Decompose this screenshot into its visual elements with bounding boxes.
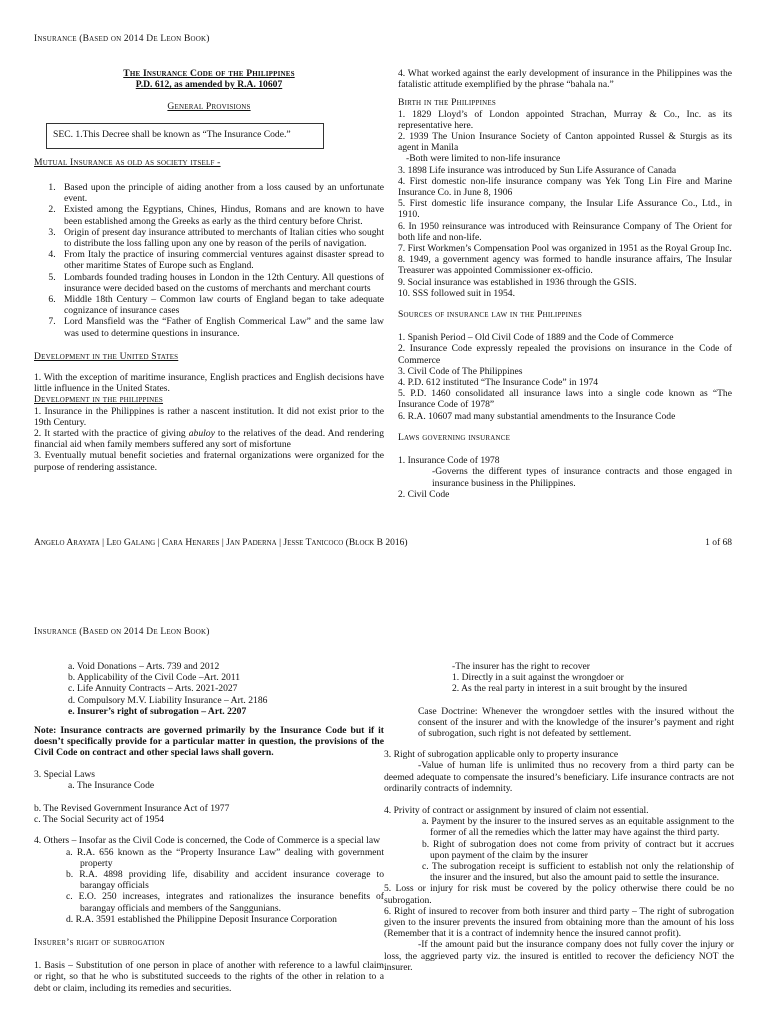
laws-item-1: 1. Insurance Code of 1978: [398, 455, 500, 467]
list-item: -The insurer has the right to recover: [452, 661, 590, 672]
section-heading-mutual-insurance: Mutual Insurance as old as society itself -: [34, 156, 221, 168]
laws-item-1-description: -Governs the different types of insurance contracts and those engaged in insurance business in the Philippines.: [432, 466, 732, 489]
development-ph-item-2: 2. It started with the practice of giving abuloy to the relatives of the dead. And rendering financial aid when family members suffered any sort of misfortune: [34, 428, 384, 451]
list-item: a. Void Donations – Arts. 739 and 2012: [68, 661, 220, 672]
list-item: 7. First Workmen’s Compensation Pool was organized in 1951 as the Royal Group Inc.: [398, 243, 732, 255]
list-item: 1. Spanish Period – Old Civil Code of 1889 and the Code of Commerce: [398, 332, 674, 344]
list-item: -Both were limited to non-life insurance: [406, 153, 561, 165]
section-heading-general-provisions: General Provisions: [167, 101, 251, 113]
note-paragraph: Note: Insurance contracts are governed primarily by the Insurance Code but if it doesn’t specifically provide for a particular matter in question, the provisions of the Civil Code on contract and other special laws shall govern.: [34, 725, 384, 759]
special-laws-item: 3. Special Laws: [34, 768, 96, 780]
list-item: 6. In 1950 reinsurance was introduced with Reinsurance Company of The Orient for both life and non-life.: [398, 220, 732, 243]
footer-authors: Angelo Arayata | Leo Galang | Cara Henares | Jan Paderna | Jesse Tanicoco (Block B 2016): [34, 538, 408, 548]
item-5: 5. Loss or injury for risk must be covered by the policy otherwise there could be no subrogation.: [384, 883, 734, 906]
list-item: c. Life Annuity Contracts – Arts. 2021-2027: [68, 683, 238, 695]
list-item: c. The Social Security act of 1954: [34, 814, 165, 826]
list-item: d. Compulsory M.V. Liability Insurance – Art. 2186: [68, 694, 268, 706]
list-item: b. Applicability of the Civil Code –Art. 2011: [68, 672, 241, 684]
section-heading-laws-governing: Laws governing insurance: [398, 431, 511, 443]
running-header: Insurance (Based on 2014 De Leon Book): [34, 627, 210, 637]
section-heading-birth-ph: Birth in the Philippines: [398, 97, 496, 109]
list-item: 4. From Italy the practice of insuring commercial ventures against disaster spread to other maritime States of Europe such as England.: [58, 249, 384, 271]
list-item: c. The subrogation receipt is sufficient to establish not only the relationship of the insurer and the insured, but also the amount paid to settle the insurance.: [422, 861, 734, 884]
list-item: 6. Middle 18th Century – Common law courts of England began to take adequate cognizance of insurance cases: [58, 294, 384, 316]
others-item: 4. Others – Insofar as the Civil Code is concerned, the Code of Commerce is a special law: [34, 835, 381, 847]
section-heading-sources: Sources of insurance law in the Philippines: [398, 309, 582, 321]
list-item: a. The Insurance Code: [68, 779, 155, 791]
section-heading-development-us: Development in the United States: [34, 350, 179, 362]
development-ph-item-3: 3. Eventually mutual benefit societies and fraternal organizations were organized for the purpose of rendering assistance.: [34, 450, 384, 473]
item-4-heading: 4. Privity of contract or assignment by insured of claim not essential.: [384, 805, 649, 817]
list-item: 1. Directly in a suit against the wrongdoer or: [452, 672, 624, 684]
list-item: 2. 1939 The Union Insurance Society of Canton appointed Russel & Sturgis as its agent in Manila: [398, 131, 732, 154]
right-column: [384, 661, 734, 973]
item-3-text: -Value of human life is unlimited thus no recovery from a third party can be deemed adequate to compensate the insured’s beneficiary. Life insurance contracts are not ordinarily contracts of indemnity.: [384, 760, 734, 794]
basis-paragraph: 1. Basis – Substitution of one person in place of another with reference to a lawful claim or right, so that he who is substituted succeeds to the rights of the other in relation to a debt or claim, including its remedies and securities.: [34, 960, 384, 994]
list-item: b. R.A. 4898 providing life, disability and accident insurance coverage to barangay officials: [66, 869, 384, 892]
sec1-box: [46, 123, 324, 149]
list-item: 7. Lord Mansfield was the “Father of English Commerical Law” and the same law was used to determine questions in insurance.: [58, 316, 384, 338]
document-page-2: [0, 575, 768, 1024]
list-item-subrogation: e. Insurer’s right of subrogation – Art. 2207: [68, 705, 247, 717]
laws-item-2: 2. Civil Code: [398, 488, 450, 500]
list-item: 6. R.A. 10607 mad many substantial amendments to the Insurance Code: [398, 410, 676, 422]
list-item: 3. Civil Code of The Philippines: [398, 365, 523, 377]
section-heading-subrogation: Insurer’s right of subrogation: [34, 937, 165, 949]
early-development-item-4: 4. What worked against the early development of insurance in the Philippines was the fatalistic attitude exemplified by the phrase “bahala na.”: [398, 68, 732, 91]
sec1-text: SEC. 1.This Decree shall be known as “The Insurance Code.”: [53, 128, 291, 140]
list-item: 4. P.D. 612 instituted “The Insurance Code” in 1974: [398, 377, 599, 389]
list-item: 2. Existed among the Egyptians, Chines, Hindus, Romans and are known to have been established among the Greeks as early as the third century before Christ.: [58, 204, 384, 226]
list-item: 8. 1949, a government agency was formed to handle insurance affairs, The Insular Treasurer was appointed Commissioner ex-officio.: [398, 254, 732, 277]
section-heading-development-ph: Development in the philippines: [34, 394, 164, 406]
list-item: 10. SSS followed suit in 1954.: [398, 287, 516, 299]
page-footer: [34, 538, 732, 548]
list-item: d. R.A. 3591 established the Philippine Deposit Insurance Corporation: [66, 913, 337, 925]
development-ph-item-1: 1. Insurance in the Philippines is rather a nascent institution. It did not exist prior to the 19th Century.: [34, 405, 384, 428]
item-3-heading: 3. Right of subrogation applicable only to property insurance: [384, 749, 619, 761]
document-title: The Insurance Code of the Philippines: [123, 68, 295, 79]
list-item: 1. 1829 Lloyd’s of London appointed Strachan, Murray & Co., Inc. as its representative here.: [398, 108, 732, 131]
list-item: b. The Revised Government Insurance Act of 1977: [34, 803, 230, 815]
list-item: 2. Insurance Code expressly repealed the provisions on insurance in the Code of Commerce: [398, 343, 732, 366]
list-item: 2. As the real party in interest in a suit brought by the insured: [452, 683, 687, 695]
list-item: a. Payment by the insurer to the insured serves as an equitable assignment to the former of all the remedies which the latter may have against the third party.: [422, 816, 734, 839]
item-6: 6. Right of insured to recover from both insurer and third party – The right of subrogation given to the insurer prevents the insured from obtaining more than the amount of his loss (Remember that it is a contract of indemnity hence the insured cannot profit).: [384, 905, 734, 940]
left-column: [34, 661, 384, 994]
document-subtitle: P.D. 612, as amended by R.A. 10607: [135, 79, 283, 91]
case-doctrine: Case Doctrine: Whenever the wrongdoer settles with the insured without the consent of the insurer and with the knowledge of the insurer’s payment and right of subrogation, such right is not defeated by settlement.: [418, 705, 734, 740]
item-6-description: -If the amount paid but the insurance company does not fully cover the injury or loss, the aggrieved party viz. the insured is entitled to recover the deficiency NOT the insurer.: [384, 939, 734, 973]
list-item: a. R.A. 656 known as the “Property Insurance Law” dealing with government property: [66, 846, 384, 869]
list-item: b. Right of subrogation does not come from privity of contract but it accrues upon payment of the claim by the insurer: [422, 838, 734, 861]
list-item: 3. Origin of present day insurance attributed to merchants of Italian cities who sought to distribute the loss falling upon any one by reason of the perils of navigation.: [58, 227, 384, 249]
page-number: 1 of 68: [705, 538, 732, 548]
right-column: [398, 68, 732, 500]
running-header: Insurance (Based on 2014 De Leon Book): [34, 34, 210, 44]
list-item: 5. First domestic life insurance company, the Insular Life Assurance Co., Ltd., in 1910.: [398, 198, 732, 221]
list-item: 5. Lombards founded trading houses in London in the 12th Century. All questions of insurance were decided based on the customs of merchants and merchant courts: [58, 272, 384, 294]
list-item: 1. Based upon the principle of aiding another from a loss caused by an unfortunate event.: [58, 182, 384, 204]
list-item: 5. P.D. 1460 consolidated all insurance laws into a single code known as “The Insurance Code of 1978”: [398, 388, 732, 411]
list-item: 4. First domestic non-life insurance company was Yek Tong Lin Fire and Marine Insurance Co. in June 8, 1906: [398, 175, 732, 199]
left-column: [34, 68, 384, 473]
mutual-insurance-list: [34, 182, 384, 339]
list-item: 3. 1898 Life insurance was introduced by Sun Life Assurance of Canada: [398, 164, 677, 176]
page-separator: [0, 560, 768, 575]
list-item: 9. Social insurance was established in 1936 through the GSIS.: [398, 276, 637, 288]
development-us-text: 1. With the exception of maritime insurance, English practices and English decisions have little influence in the United States.: [34, 372, 384, 395]
list-item: c. E.O. 250 increases, integrates and rationalizes the insurance benefits of barangay officials and members of the Sanggunians.: [66, 891, 384, 914]
